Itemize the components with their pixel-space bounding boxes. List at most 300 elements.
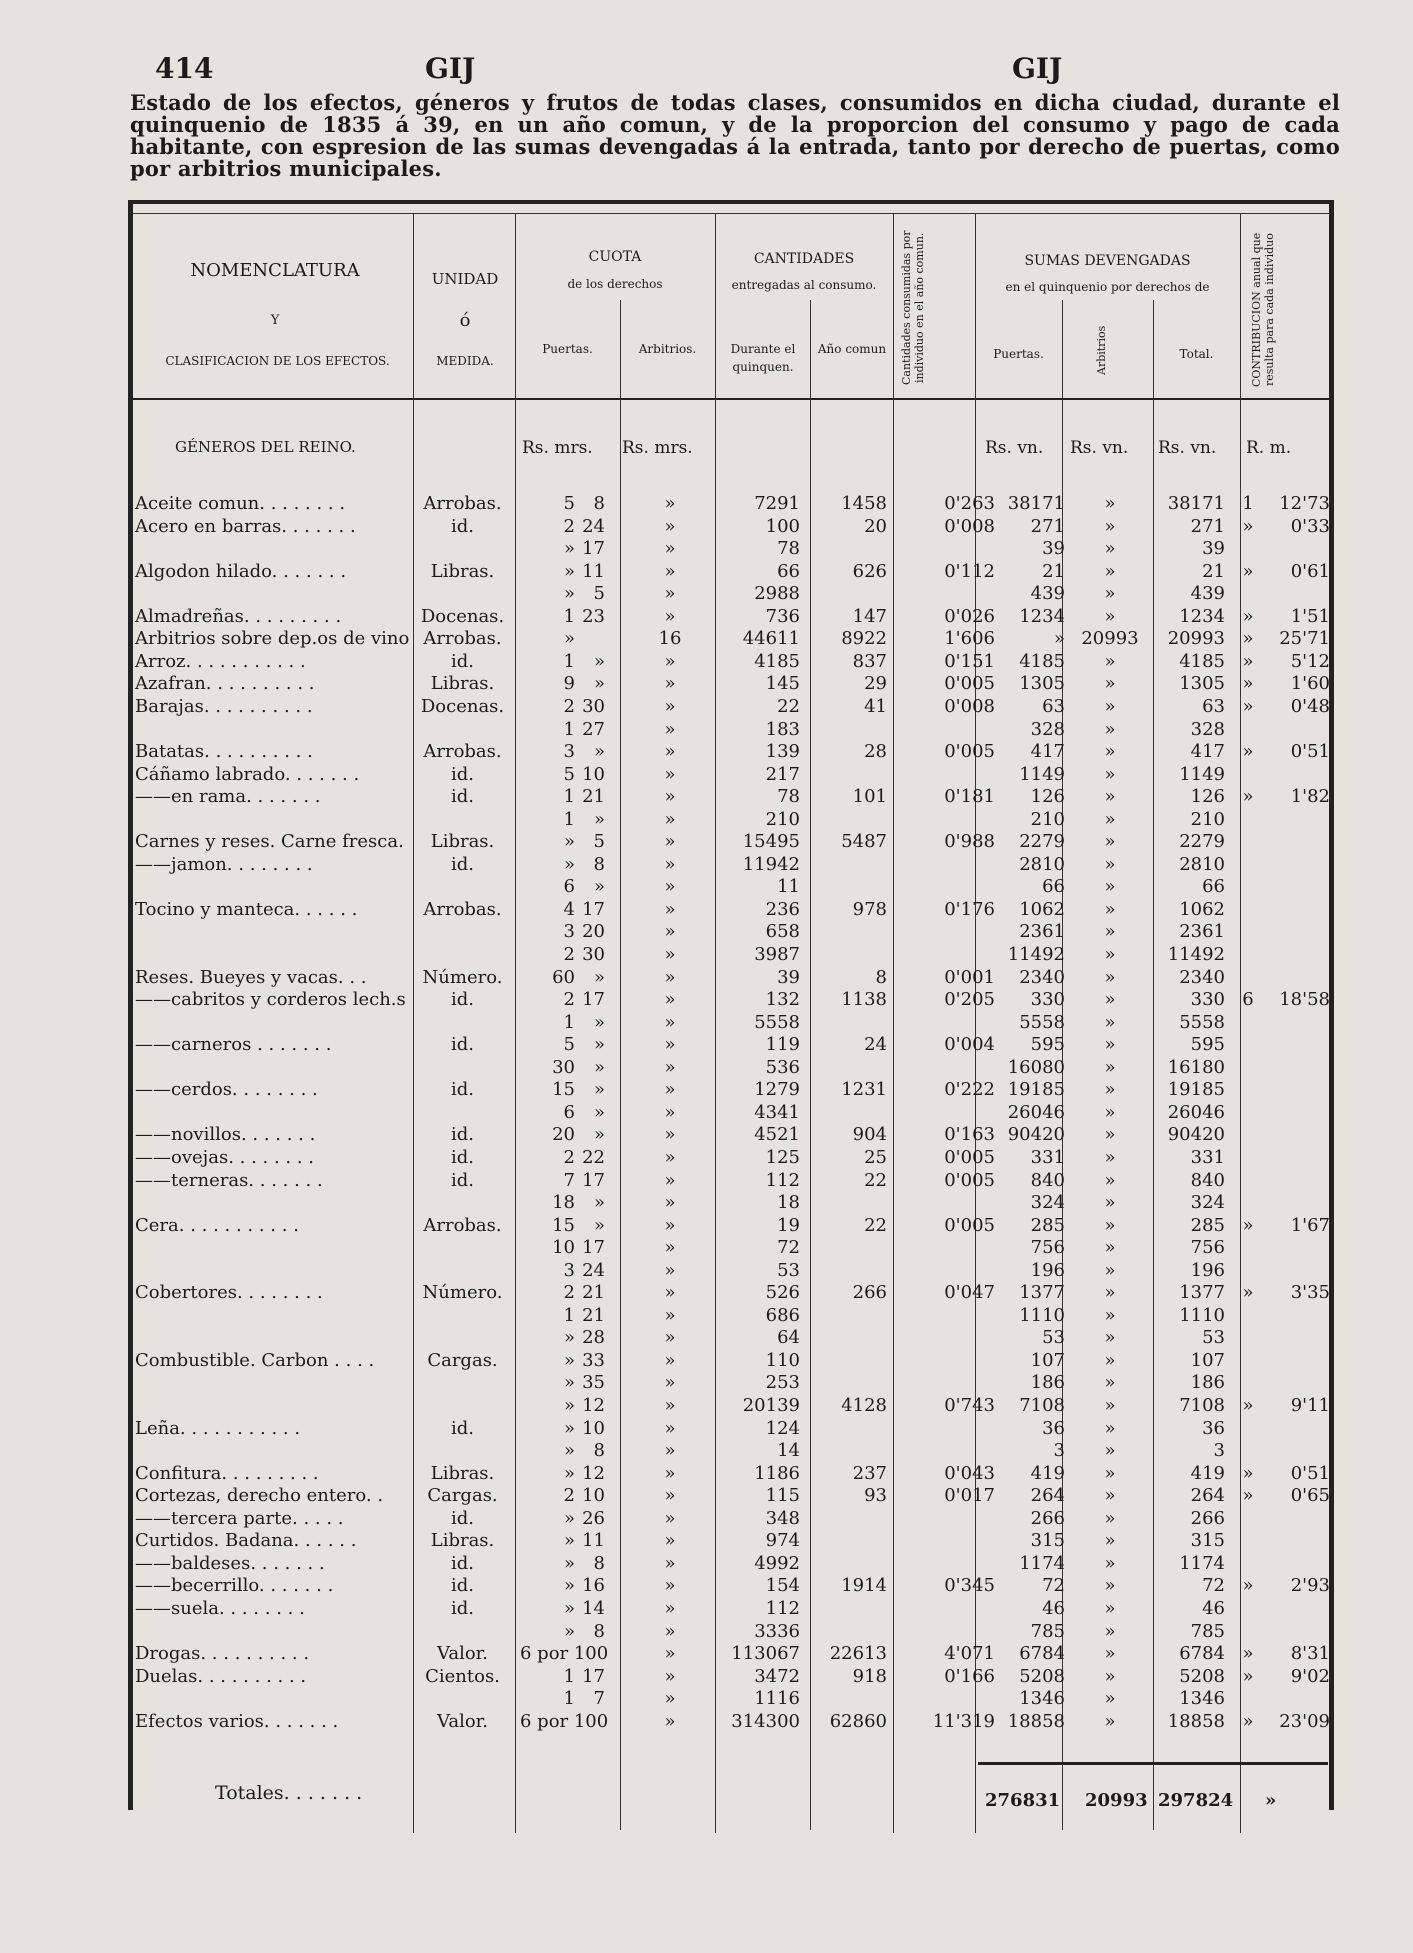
- row-cuota-puertas-rs: »: [563, 853, 575, 875]
- row-ano-comun: 41: [864, 695, 887, 717]
- row-unit: id.: [450, 1575, 474, 1597]
- row-sumas-total: 3: [1213, 1440, 1225, 1462]
- row-cuota-puertas-mrs: 21: [582, 1282, 605, 1304]
- row-durante-quinquenio: 11942: [742, 853, 800, 875]
- row-cuota-puertas-mrs: »: [593, 1101, 605, 1123]
- row-cuota-puertas-rs: 5: [563, 493, 575, 514]
- row-sumas-puertas: 63: [1042, 695, 1065, 717]
- row-durante-quinquenio: 72: [777, 1237, 800, 1259]
- row-cuota-puertas-rs: »: [563, 560, 575, 582]
- row-sumas-total: 2361: [1179, 921, 1225, 943]
- row-contribucion-mrs: 1'51: [1290, 605, 1330, 627]
- row-sumas-puertas: 785: [1030, 1620, 1065, 1642]
- row-cuota-puertas-mrs: 5: [593, 583, 605, 605]
- row-por-individuo: 0'043: [944, 1462, 995, 1484]
- row-cuota-puertas-rs: 1: [563, 808, 575, 830]
- row-sumas-total: 417: [1190, 741, 1225, 763]
- row-ano-comun: 62860: [829, 1710, 887, 1732]
- row-sumas-arbitrios: »: [1104, 1620, 1116, 1642]
- row-sumas-puertas: 264: [1030, 1485, 1065, 1507]
- row-durante-quinquenio: 1279: [754, 1079, 800, 1101]
- table-row: [0, 1260, 1413, 1282]
- row-contribucion-mrs: 25'71: [1279, 628, 1330, 650]
- row-sumas-puertas: 756: [1030, 1237, 1065, 1259]
- row-name: Efectos varios. . . . . . .: [135, 1710, 339, 1732]
- row-sumas-total: 21: [1202, 560, 1225, 582]
- header-cantidades: CANTIDADES: [753, 251, 855, 267]
- row-durante-quinquenio: 4185: [754, 650, 800, 672]
- header-nomenclatura: NOMENCLATURA: [190, 260, 360, 281]
- row-cuota-puertas-rs: »: [563, 538, 575, 560]
- row-sumas-puertas: 19185: [1007, 1079, 1065, 1101]
- row-unit: Libras.: [430, 1462, 495, 1484]
- row-ano-comun: 1231: [841, 1079, 887, 1101]
- row-cuota-puertas-rs: 1: [563, 605, 575, 627]
- row-sumas-puertas: 90420: [1007, 1124, 1065, 1146]
- row-cuota-arbitrios: »: [664, 786, 676, 808]
- row-contribucion-mrs: 0'51: [1290, 1462, 1330, 1484]
- row-sumas-total: 90420: [1167, 1124, 1225, 1146]
- row-cuota-puertas-rs: »: [563, 1349, 575, 1371]
- row-contribucion-rs: »: [1242, 605, 1254, 627]
- row-durante-quinquenio: 4521: [754, 1124, 800, 1146]
- running-head-right: GIJ: [1012, 52, 1063, 85]
- row-unit: Arrobas.: [423, 898, 502, 920]
- row-sumas-total: 210: [1190, 808, 1225, 830]
- row-sumas-arbitrios: »: [1104, 1575, 1116, 1597]
- row-sumas-puertas: 2340: [1019, 966, 1065, 988]
- row-sumas-total: 6784: [1179, 1643, 1225, 1665]
- row-contribucion-rs: »: [1242, 741, 1254, 763]
- row-cuota-puertas-mrs: »: [593, 876, 605, 898]
- unit-sumas-arbitrios: Rs. vn.: [1070, 438, 1129, 458]
- row-sumas-puertas: 271: [1030, 515, 1065, 537]
- row-contribucion-mrs: 12'73: [1279, 493, 1330, 514]
- row-sumas-arbitrios: »: [1104, 898, 1116, 920]
- header-sumas-sub: en el quinquenio por derechos de: [1005, 280, 1210, 294]
- table-row: [0, 741, 1413, 763]
- row-por-individuo: 0'005: [944, 741, 995, 763]
- row-durante-quinquenio: 658: [765, 921, 800, 943]
- page-number: 414: [155, 52, 214, 85]
- row-ano-comun: 147: [852, 605, 887, 627]
- row-cuota-puertas-rs: 2: [563, 1282, 575, 1304]
- row-sumas-puertas: 595: [1030, 1034, 1065, 1056]
- table-row: [0, 899, 1413, 921]
- row-sumas-puertas: 210: [1030, 808, 1065, 830]
- table-row: [0, 516, 1413, 538]
- row-sumas-total: 285: [1190, 1214, 1225, 1236]
- row-name: ——carneros . . . . . . .: [135, 1034, 332, 1056]
- row-cuota-puertas-mrs: 26: [582, 1507, 605, 1529]
- table-row: [0, 1575, 1413, 1597]
- header-sumas: SUMAS DEVENGADAS: [1024, 253, 1191, 269]
- row-cuota-puertas-mrs: 17: [582, 898, 605, 920]
- row-sumas-puertas: 11492: [1007, 944, 1065, 965]
- row-unit: Cientos.: [425, 1665, 500, 1687]
- row-durante-quinquenio: 19: [777, 1214, 800, 1236]
- row-contribucion-mrs: 8'31: [1290, 1643, 1330, 1665]
- row-unit: id.: [450, 1169, 474, 1191]
- row-contribucion-mrs: 1'82: [1290, 786, 1330, 808]
- row-cuota-puertas-rs: »: [563, 831, 575, 853]
- row-durante-quinquenio: 154: [765, 1575, 800, 1597]
- row-cuota-arbitrios: »: [664, 1146, 676, 1168]
- row-durante-quinquenio: 14: [777, 1440, 800, 1462]
- row-por-individuo: 4'071: [944, 1643, 995, 1665]
- row-cuota-puertas-mrs: 8: [593, 1440, 605, 1462]
- row-durante-quinquenio: 15495: [742, 831, 800, 853]
- table-row: [0, 786, 1413, 808]
- row-ano-comun: 1914: [841, 1575, 887, 1597]
- row-por-individuo: 0'001: [944, 966, 995, 988]
- row-sumas-arbitrios: »: [1104, 1372, 1116, 1394]
- row-cuota-puertas-mrs: 10: [582, 1485, 605, 1507]
- row-unit: id.: [450, 515, 474, 537]
- row-name: Azafran. . . . . . . . . .: [135, 673, 315, 695]
- row-durante-quinquenio: 236: [765, 898, 800, 920]
- row-cuota-puertas-mrs: »: [593, 1034, 605, 1056]
- row-durante-quinquenio: 3987: [754, 944, 800, 965]
- row-cuota-puertas-rs: 3: [563, 921, 575, 943]
- row-ano-comun: 22: [864, 1169, 887, 1191]
- row-sumas-arbitrios: »: [1104, 921, 1116, 943]
- row-cuota-puertas-rs: 3: [563, 741, 575, 763]
- row-cuota-arbitrios: »: [664, 515, 676, 537]
- row-durante-quinquenio: 66: [777, 560, 800, 582]
- row-contribucion-rs: »: [1242, 1643, 1254, 1665]
- table-row: [0, 764, 1413, 786]
- row-cuota-puertas-mrs: 30: [582, 944, 605, 965]
- row-sumas-puertas: 324: [1030, 1192, 1065, 1214]
- row-name: Arbitrios sobre dep.os de vino: [135, 628, 410, 650]
- row-cuota-arbitrios: »: [664, 1643, 676, 1665]
- row-cuota-puertas-rs: »: [563, 628, 575, 650]
- row-sumas-total: 53: [1202, 1327, 1225, 1349]
- row-sumas-puertas: 1149: [1019, 763, 1065, 785]
- row-por-individuo: 0'205: [944, 989, 995, 1011]
- row-sumas-total: 63: [1202, 695, 1225, 717]
- row-sumas-arbitrios: »: [1104, 1485, 1116, 1507]
- row-sumas-arbitrios: »: [1104, 1124, 1116, 1146]
- table-row: [0, 1666, 1413, 1688]
- row-durante-quinquenio: 7291: [754, 493, 800, 514]
- row-durante-quinquenio: 314300: [731, 1710, 800, 1732]
- row-cuota-puertas-rs: 4: [563, 898, 575, 920]
- row-contribucion-rs: »: [1242, 673, 1254, 695]
- row-cuota-puertas-rs: 1: [563, 1688, 575, 1710]
- table-row: [0, 967, 1413, 989]
- row-contribucion-mrs: 9'11: [1290, 1395, 1330, 1416]
- row-sumas-arbitrios: »: [1104, 515, 1116, 537]
- row-sumas-total: 840: [1190, 1169, 1225, 1191]
- table-row: [0, 696, 1413, 718]
- table-title: Estado de los efectos, géneros y frutos de todas clases, consumidos en dicha ciudad, durante el quinquenio de 1835 á 39, en un año comun, y de la proporcion del consumo y pago de cada habitante, con espresion de las sumas devengadas á la entrada, tanto por derecho de puertas, como por arbitrios municipales.: [130, 90, 1340, 181]
- table-row: [0, 583, 1413, 605]
- row-sumas-total: 2340: [1179, 966, 1225, 988]
- row-unit: id.: [450, 786, 474, 808]
- row-ano-comun: 8: [875, 966, 887, 988]
- row-por-individuo: 0'181: [944, 786, 995, 808]
- row-durante-quinquenio: 736: [765, 605, 800, 627]
- row-name: ——ovejas. . . . . . . .: [135, 1146, 315, 1168]
- row-contribucion-mrs: 0'61: [1290, 560, 1330, 582]
- table-row: [0, 1463, 1413, 1485]
- row-sumas-arbitrios: »: [1104, 853, 1116, 875]
- table-row: [0, 1215, 1413, 1237]
- row-cuota-arbitrios: »: [664, 1169, 676, 1191]
- row-sumas-arbitrios: »: [1104, 1462, 1116, 1484]
- row-sumas-arbitrios: »: [1104, 718, 1116, 740]
- row-name: Leña. . . . . . . . . . .: [135, 1417, 301, 1439]
- row-por-individuo: 0'047: [944, 1282, 995, 1304]
- row-durante-quinquenio: 39: [777, 966, 800, 988]
- row-sumas-arbitrios: »: [1104, 1665, 1116, 1687]
- row-contribucion-rs: »: [1242, 515, 1254, 537]
- row-cuota-puertas-rs: 2: [563, 695, 575, 717]
- table-row: [0, 1079, 1413, 1101]
- row-durante-quinquenio: 253: [765, 1372, 800, 1394]
- row-cuota-puertas-rs: 15: [552, 1214, 575, 1236]
- row-sumas-total: 439: [1190, 583, 1225, 605]
- row-cuota-arbitrios: »: [664, 1214, 676, 1236]
- row-cuota-arbitrios: »: [664, 763, 676, 785]
- table-row: [0, 809, 1413, 831]
- row-name: Carnes y reses. Carne fresca.: [135, 831, 404, 853]
- row-sumas-arbitrios: »: [1104, 695, 1116, 717]
- row-cuota-puertas-rs: 2: [563, 989, 575, 1011]
- row-ano-comun: 626: [852, 560, 887, 582]
- row-ano-comun: 20: [864, 515, 887, 537]
- row-sumas-total: 1062: [1179, 898, 1225, 920]
- row-cuota-arbitrios: »: [664, 1034, 676, 1056]
- header-cuota: CUOTA: [588, 249, 642, 265]
- row-sumas-total: 7108: [1179, 1395, 1225, 1416]
- row-por-individuo: 0'005: [944, 673, 995, 695]
- row-sumas-arbitrios: »: [1104, 1034, 1116, 1056]
- row-cuota-arbitrios: »: [664, 1485, 676, 1507]
- row-sumas-puertas: 5558: [1019, 1011, 1065, 1033]
- row-sumas-total: 38171: [1167, 493, 1225, 514]
- unit-contribucion: R. m.: [1246, 438, 1292, 458]
- unit-sumas-total: Rs. vn.: [1158, 438, 1217, 458]
- row-durante-quinquenio: 145: [765, 673, 800, 695]
- table-row: [0, 1102, 1413, 1124]
- header-o: ó: [459, 310, 471, 331]
- row-sumas-puertas: 5208: [1019, 1665, 1065, 1687]
- row-cuota-arbitrios: »: [664, 989, 676, 1011]
- row-durante-quinquenio: 78: [777, 786, 800, 808]
- row-cuota-puertas-rs: 6 por 100: [520, 1643, 609, 1665]
- table-row: [0, 1508, 1413, 1530]
- row-name: Acero en barras. . . . . . .: [135, 515, 356, 537]
- row-unit: Número.: [422, 1282, 503, 1304]
- row-ano-comun: 28: [864, 741, 887, 763]
- row-cuota-puertas-mrs: »: [593, 1192, 605, 1214]
- row-sumas-puertas: »: [1053, 628, 1065, 650]
- row-sumas-arbitrios: »: [1104, 1349, 1116, 1371]
- row-sumas-total: 36: [1202, 1417, 1225, 1439]
- row-cuota-puertas-rs: 5: [563, 1034, 575, 1056]
- row-cuota-arbitrios: »: [664, 1192, 676, 1214]
- row-ano-comun: 24: [864, 1034, 887, 1056]
- row-sumas-total: 1346: [1179, 1688, 1225, 1710]
- row-cuota-puertas-mrs: »: [593, 1124, 605, 1146]
- row-sumas-arbitrios: »: [1104, 1169, 1116, 1191]
- table-row: [0, 1643, 1413, 1665]
- row-name: Almadreñas. . . . . . . . .: [135, 605, 342, 627]
- row-sumas-total: 324: [1190, 1192, 1225, 1214]
- row-cuota-puertas-rs: 7: [563, 1169, 575, 1191]
- row-por-individuo: 0'008: [944, 695, 995, 717]
- header-bottom-rule: [133, 398, 1329, 400]
- row-unit: id.: [450, 1507, 474, 1529]
- row-cuota-puertas-mrs: 8: [593, 1620, 605, 1642]
- row-contribucion-mrs: 0'48: [1290, 695, 1330, 717]
- row-sumas-arbitrios: »: [1104, 741, 1116, 763]
- row-sumas-arbitrios: »: [1104, 1282, 1116, 1304]
- row-sumas-arbitrios: »: [1104, 1327, 1116, 1349]
- table-row: [0, 719, 1413, 741]
- row-durante-quinquenio: 348: [765, 1507, 800, 1529]
- row-name: Duelas. . . . . . . . . .: [135, 1665, 307, 1687]
- row-sumas-total: 1234: [1179, 605, 1225, 627]
- row-name: ——cabritos y corderos lech.s: [135, 989, 406, 1011]
- table-row: [0, 1553, 1413, 1575]
- row-cuota-arbitrios: »: [664, 831, 676, 853]
- row-cuota-puertas-mrs: »: [593, 1011, 605, 1033]
- row-sumas-arbitrios: »: [1104, 1146, 1116, 1168]
- row-name: Arroz. . . . . . . . . . .: [135, 650, 306, 672]
- row-name: Aceite comun. . . . . . . .: [135, 493, 346, 514]
- table-row: [0, 1305, 1413, 1327]
- row-name: ——becerrillo. . . . . . .: [135, 1575, 334, 1597]
- row-cuota-arbitrios: »: [664, 1349, 676, 1371]
- row-name: ——baldeses. . . . . . .: [135, 1552, 325, 1574]
- header-durante: Durante el quinquen.: [730, 342, 796, 374]
- row-cuota-puertas-mrs: 7: [593, 1688, 605, 1710]
- row-contribucion-mrs: 1'67: [1290, 1214, 1330, 1236]
- table-row: [0, 1530, 1413, 1552]
- row-cuota-puertas-rs: 6 por 100: [520, 1710, 609, 1732]
- row-contribucion-mrs: 0'65: [1290, 1485, 1330, 1507]
- row-cuota-puertas-rs: 18: [552, 1192, 575, 1214]
- row-cuota-arbitrios: »: [664, 1665, 676, 1687]
- row-contribucion-rs: »: [1242, 1462, 1254, 1484]
- row-ano-comun: 5487: [841, 831, 887, 853]
- row-sumas-total: 756: [1190, 1237, 1225, 1259]
- table-row: [0, 1688, 1413, 1710]
- row-unit: Cargas.: [427, 1349, 498, 1371]
- row-unit: Arrobas.: [423, 628, 502, 650]
- row-cuota-puertas-rs: 2: [563, 1485, 575, 1507]
- table-row: [0, 1485, 1413, 1507]
- row-cuota-arbitrios: »: [664, 1440, 676, 1462]
- row-cuota-arbitrios: »: [664, 1507, 676, 1529]
- totals-label: Totales. . . . . . .: [215, 1782, 363, 1804]
- row-durante-quinquenio: 526: [765, 1282, 800, 1304]
- unit-cuota-puertas: Rs. mrs.: [522, 438, 593, 458]
- row-sumas-total: 39: [1202, 538, 1225, 560]
- row-por-individuo: 0'988: [944, 831, 995, 853]
- row-unit: id.: [450, 1124, 474, 1146]
- row-durante-quinquenio: 78: [777, 538, 800, 560]
- header-individuo: Cantidades consumidas por individuo en el año comun.: [900, 230, 926, 385]
- row-cuota-puertas-rs: 6: [563, 876, 575, 898]
- row-unit: id.: [450, 1597, 474, 1619]
- row-cuota-arbitrios: 16: [658, 628, 682, 650]
- row-sumas-arbitrios: »: [1104, 650, 1116, 672]
- total-puertas: 276831: [985, 1790, 1061, 1811]
- row-sumas-arbitrios: »: [1104, 1101, 1116, 1123]
- row-unit: id.: [450, 1417, 474, 1439]
- row-sumas-puertas: 1110: [1019, 1304, 1065, 1326]
- row-ano-comun: 8922: [841, 628, 887, 650]
- row-durante-quinquenio: 183: [765, 718, 800, 740]
- row-cuota-arbitrios: »: [664, 650, 676, 672]
- row-sumas-total: 11492: [1167, 944, 1225, 965]
- row-sumas-total: 20993: [1167, 628, 1225, 650]
- row-sumas-puertas: 840: [1030, 1169, 1065, 1191]
- row-sumas-total: 595: [1190, 1034, 1225, 1056]
- row-name: ——novillos. . . . . . .: [135, 1124, 316, 1146]
- row-por-individuo: 0'004: [944, 1034, 995, 1056]
- row-unit: Arrobas.: [423, 741, 502, 763]
- row-sumas-puertas: 6784: [1019, 1643, 1065, 1665]
- row-name: ——en rama. . . . . . .: [135, 786, 321, 808]
- row-cuota-puertas-mrs: 24: [582, 515, 605, 537]
- row-cuota-puertas-mrs: 33: [582, 1349, 605, 1371]
- row-por-individuo: 0'176: [944, 898, 995, 920]
- row-sumas-puertas: 38171: [1007, 493, 1065, 514]
- row-contribucion-rs: »: [1242, 650, 1254, 672]
- row-sumas-arbitrios: »: [1104, 1417, 1116, 1439]
- row-name: Cera. . . . . . . . . . .: [135, 1214, 299, 1236]
- row-cuota-puertas-rs: 5: [563, 763, 575, 785]
- row-cuota-arbitrios: »: [664, 605, 676, 627]
- row-por-individuo: 11'319: [932, 1710, 995, 1732]
- row-cuota-puertas-rs: 20: [552, 1124, 575, 1146]
- table-row: [0, 561, 1413, 583]
- table-top-rule: [128, 200, 1334, 204]
- table-row: [0, 1440, 1413, 1462]
- row-name: Confitura. . . . . . . . .: [135, 1462, 319, 1484]
- row-durante-quinquenio: 11: [777, 876, 800, 898]
- row-cuota-puertas-rs: »: [563, 1440, 575, 1462]
- row-name: ——tercera parte. . . . .: [135, 1507, 344, 1529]
- row-ano-comun: 29: [864, 673, 887, 695]
- row-cuota-puertas-rs: 30: [552, 1056, 575, 1078]
- row-unit: Docenas.: [420, 605, 505, 627]
- row-durante-quinquenio: 536: [765, 1056, 800, 1078]
- table-row: [0, 1418, 1413, 1440]
- row-durante-quinquenio: 119: [765, 1034, 800, 1056]
- row-ano-comun: 93: [864, 1485, 887, 1507]
- row-cuota-arbitrios: »: [664, 1552, 676, 1574]
- row-name: ——terneras. . . . . . .: [135, 1169, 323, 1191]
- row-cuota-puertas-mrs: 8: [593, 493, 605, 514]
- row-cuota-arbitrios: »: [664, 1259, 676, 1281]
- row-durante-quinquenio: 113067: [731, 1643, 800, 1665]
- row-sumas-puertas: 53: [1042, 1327, 1065, 1349]
- row-contribucion-rs: »: [1242, 1665, 1254, 1687]
- row-contribucion-mrs: 3'35: [1290, 1282, 1330, 1304]
- row-sumas-arbitrios: 20993: [1081, 628, 1139, 650]
- row-cuota-puertas-mrs: »: [593, 741, 605, 763]
- row-contribucion-rs: »: [1242, 695, 1254, 717]
- row-name: Tocino y manteca. . . . . .: [135, 898, 358, 920]
- row-cuota-arbitrios: »: [664, 673, 676, 695]
